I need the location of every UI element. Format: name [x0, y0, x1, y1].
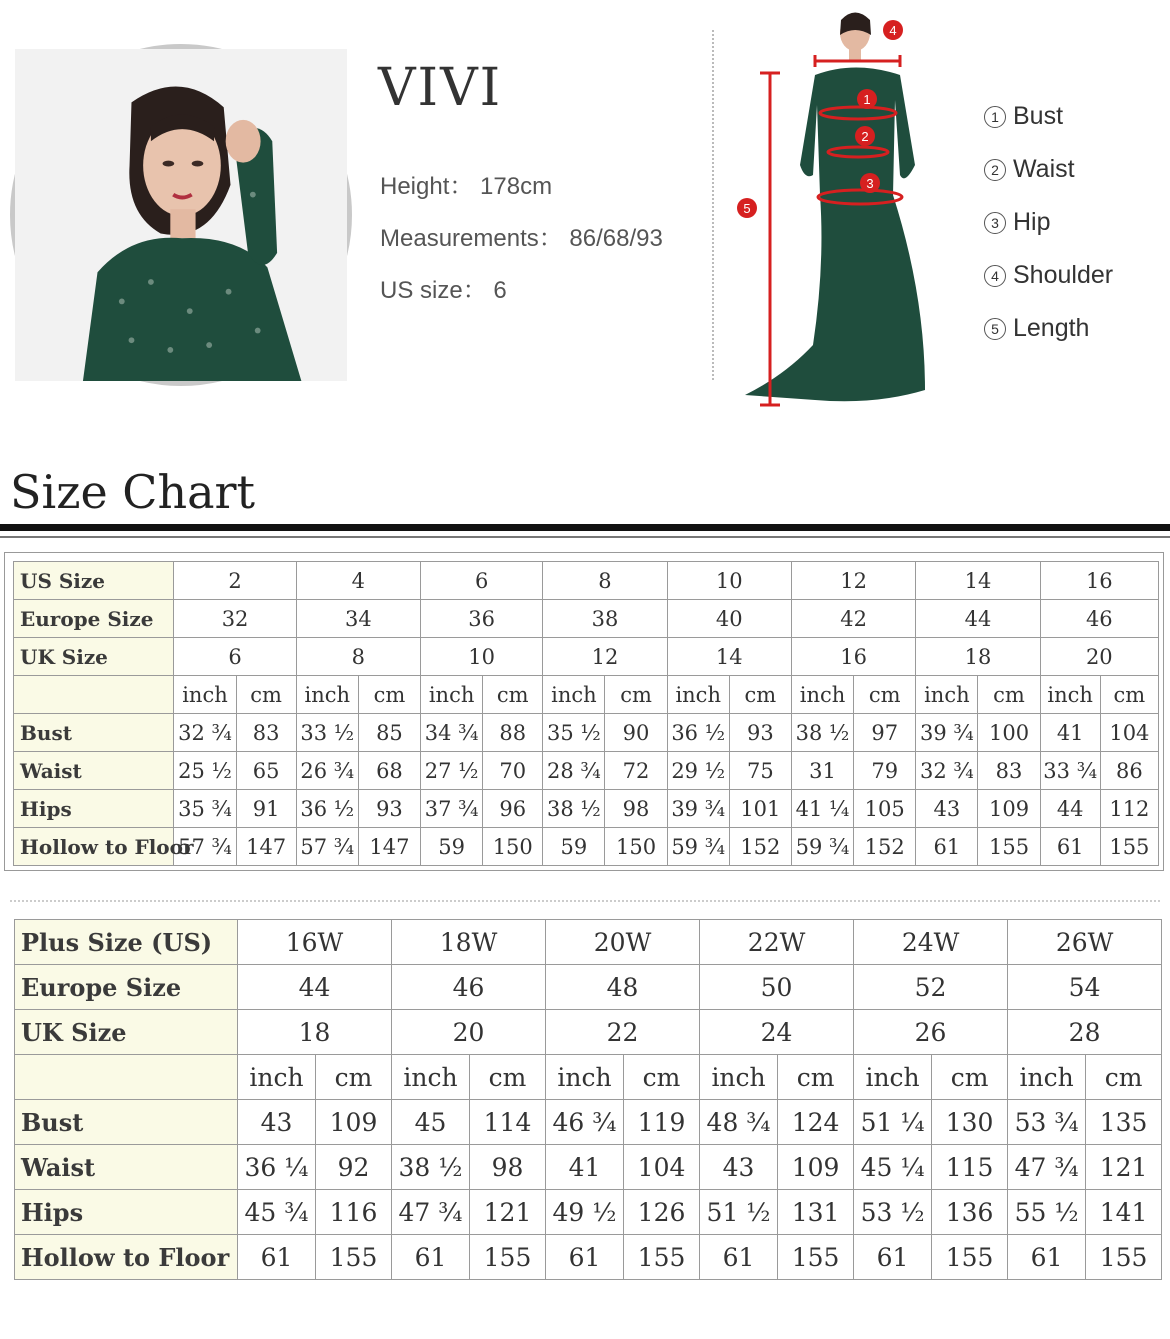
legend-label: Waist — [1013, 155, 1075, 183]
row-label: Bust — [14, 714, 174, 752]
table-row — [15, 1010, 1162, 1055]
legend-item-bust — [984, 90, 1113, 143]
measure-cell: 61 — [392, 1235, 470, 1280]
row-label: Europe Size — [14, 600, 174, 638]
measure-cell: 45 ¼ — [854, 1145, 932, 1190]
measure-cell: 36 ¼ — [238, 1145, 316, 1190]
measure-cell: 155 — [978, 828, 1040, 866]
standard-size-table — [13, 561, 1159, 866]
measure-cell: 92 — [316, 1145, 392, 1190]
size-cell: 24W — [854, 920, 1008, 965]
unit-cell: inch — [1008, 1055, 1086, 1100]
measure-cell: 28 ¾ — [543, 752, 605, 790]
measure-cell: 79 — [854, 752, 916, 790]
measure-cell: 155 — [932, 1235, 1008, 1280]
measure-cell: 147 — [236, 828, 296, 866]
measure-cell: 51 ¼ — [854, 1100, 932, 1145]
unit-row — [15, 1055, 1162, 1100]
measure-cell: 36 ½ — [667, 714, 729, 752]
measure-cell: 130 — [932, 1100, 1008, 1145]
table-row — [15, 920, 1162, 965]
row-label: Bust — [15, 1100, 238, 1145]
unit-cell: cm — [470, 1055, 546, 1100]
title-rule-thin — [0, 536, 1170, 538]
measure-cell: 32 ¾ — [174, 714, 236, 752]
measure-cell: 33 ½ — [296, 714, 358, 752]
size-cell: 20W — [546, 920, 700, 965]
measure-cell: 98 — [605, 790, 667, 828]
size-cell: 26 — [854, 1010, 1008, 1055]
size-cell: 40 — [667, 600, 791, 638]
measure-cell: 59 — [543, 828, 605, 866]
unit-cell: cm — [854, 676, 916, 714]
plus-size-table — [14, 919, 1162, 1280]
size-cell: 42 — [791, 600, 915, 638]
measure-cell: 155 — [470, 1235, 546, 1280]
size-cell: 12 — [543, 638, 667, 676]
unit-cell: cm — [316, 1055, 392, 1100]
size-cell: 16W — [238, 920, 392, 965]
size-cell: 14 — [916, 562, 1040, 600]
size-cell: 52 — [854, 965, 1008, 1010]
measure-cell: 38 ½ — [543, 790, 605, 828]
measure-cell: 98 — [470, 1145, 546, 1190]
measure-cell: 61 — [916, 828, 978, 866]
size-cell: 20 — [392, 1010, 546, 1055]
measurement-legend — [984, 90, 1113, 355]
measure-cell: 109 — [778, 1145, 854, 1190]
measurement-figure — [725, 5, 955, 415]
legend-label: Shoulder — [1013, 261, 1114, 289]
unit-row — [14, 676, 1159, 714]
row-label — [14, 676, 174, 714]
row-label: Hollow to Floor — [14, 828, 174, 866]
measure-cell: 86 — [1100, 752, 1158, 790]
unit-cell: cm — [483, 676, 543, 714]
legend-item-shoulder — [984, 249, 1113, 302]
unit-cell: cm — [358, 676, 420, 714]
size-cell: 46 — [1040, 600, 1158, 638]
legend-number: 3 — [984, 212, 1006, 234]
measure-cell: 59 — [421, 828, 483, 866]
unit-cell: inch — [1040, 676, 1100, 714]
legend-label: Bust — [1013, 102, 1064, 130]
size-cell: 8 — [296, 638, 420, 676]
unit-cell: inch — [174, 676, 236, 714]
unit-cell: cm — [236, 676, 296, 714]
unit-cell: inch — [700, 1055, 778, 1100]
size-cell: 12 — [791, 562, 915, 600]
measure-cell: 38 ½ — [392, 1145, 470, 1190]
row-label — [15, 1055, 238, 1100]
unit-cell: cm — [729, 676, 791, 714]
legend-number: 4 — [984, 265, 1006, 287]
table-row — [14, 752, 1159, 790]
size-cell: 18W — [392, 920, 546, 965]
measure-cell: 27 ½ — [421, 752, 483, 790]
size-cell: 14 — [667, 638, 791, 676]
measure-cell: 96 — [483, 790, 543, 828]
size-chart-title: Size Chart — [10, 465, 256, 519]
measure-cell: 135 — [1086, 1100, 1162, 1145]
measure-cell: 119 — [624, 1100, 700, 1145]
size-cell: 44 — [238, 965, 392, 1010]
measure-cell: 61 — [1008, 1235, 1086, 1280]
measure-cell: 150 — [605, 828, 667, 866]
svg-text:2: 2 — [861, 129, 869, 144]
row-label: US Size — [14, 562, 174, 600]
unit-cell: cm — [778, 1055, 854, 1100]
size-cell: 22 — [546, 1010, 700, 1055]
measure-cell: 112 — [1100, 790, 1158, 828]
dotted-separator — [10, 900, 1160, 902]
measure-cell: 114 — [470, 1100, 546, 1145]
unit-cell: cm — [1086, 1055, 1162, 1100]
measure-cell: 43 — [700, 1145, 778, 1190]
measure-cell: 48 ¾ — [700, 1100, 778, 1145]
model-portrait — [10, 44, 352, 386]
measure-cell: 53 ¾ — [1008, 1100, 1086, 1145]
measure-cell: 45 — [392, 1100, 470, 1145]
measure-cell: 43 — [916, 790, 978, 828]
size-cell: 16 — [791, 638, 915, 676]
measure-cell: 93 — [358, 790, 420, 828]
measure-cell: 59 ¾ — [791, 828, 853, 866]
unit-cell: inch — [546, 1055, 624, 1100]
table-row — [15, 965, 1162, 1010]
model-height: Height： 178cm — [380, 173, 553, 200]
measure-cell: 88 — [483, 714, 543, 752]
measure-cell: 32 ¾ — [916, 752, 978, 790]
unit-cell: cm — [624, 1055, 700, 1100]
measure-cell: 75 — [729, 752, 791, 790]
measure-cell: 93 — [729, 714, 791, 752]
measure-cell: 115 — [932, 1145, 1008, 1190]
measure-cell: 37 ¾ — [421, 790, 483, 828]
size-cell: 44 — [916, 600, 1040, 638]
measure-cell: 155 — [624, 1235, 700, 1280]
row-label: Waist — [14, 752, 174, 790]
measure-cell: 59 ¾ — [667, 828, 729, 866]
measure-cell: 41 ¼ — [791, 790, 853, 828]
size-cell: 48 — [546, 965, 700, 1010]
measure-cell: 97 — [854, 714, 916, 752]
svg-text:4: 4 — [889, 23, 897, 38]
size-cell: 16 — [1040, 562, 1158, 600]
measure-cell: 43 — [238, 1100, 316, 1145]
measure-cell: 121 — [1086, 1145, 1162, 1190]
unit-cell: inch — [543, 676, 605, 714]
model-portrait-illustration — [15, 49, 347, 381]
legend-label: Length — [1013, 314, 1090, 342]
divider — [712, 30, 714, 380]
size-cell: 4 — [296, 562, 420, 600]
measure-cell: 47 ¾ — [1008, 1145, 1086, 1190]
size-cell: 38 — [543, 600, 667, 638]
unit-cell: inch — [791, 676, 853, 714]
measure-cell: 85 — [358, 714, 420, 752]
measure-cell: 109 — [316, 1100, 392, 1145]
measure-cell: 41 — [1040, 714, 1100, 752]
table-row — [15, 1145, 1162, 1190]
measure-cell: 155 — [1100, 828, 1158, 866]
measure-cell: 46 ¾ — [546, 1100, 624, 1145]
row-label: Hollow to Floor — [15, 1235, 238, 1280]
size-cell: 6 — [421, 562, 543, 600]
legend-item-waist — [984, 143, 1113, 196]
size-cell: 34 — [296, 600, 420, 638]
unit-cell: inch — [854, 1055, 932, 1100]
model-us-size: US size： 6 — [380, 277, 507, 304]
row-label: Hips — [15, 1190, 238, 1235]
unit-cell: inch — [916, 676, 978, 714]
row-label: UK Size — [15, 1010, 238, 1055]
measure-cell: 141 — [1086, 1190, 1162, 1235]
size-cell: 24 — [700, 1010, 854, 1055]
measure-cell: 124 — [778, 1100, 854, 1145]
measure-cell: 91 — [236, 790, 296, 828]
size-cell: 8 — [543, 562, 667, 600]
svg-text:3: 3 — [866, 176, 874, 191]
size-cell: 6 — [174, 638, 296, 676]
measure-cell: 26 ¾ — [296, 752, 358, 790]
measure-cell: 38 ½ — [791, 714, 853, 752]
measure-cell: 44 — [1040, 790, 1100, 828]
table-row — [14, 638, 1159, 676]
measure-cell: 61 — [700, 1235, 778, 1280]
legend-item-hip — [984, 196, 1113, 249]
unit-cell: inch — [238, 1055, 316, 1100]
measure-cell: 39 ¾ — [916, 714, 978, 752]
legend-number: 2 — [984, 159, 1006, 181]
row-label: Hips — [14, 790, 174, 828]
measure-cell: 57 ¾ — [174, 828, 236, 866]
measure-cell: 109 — [978, 790, 1040, 828]
measure-cell: 35 ¾ — [174, 790, 236, 828]
measure-cell: 25 ½ — [174, 752, 236, 790]
measure-cell: 101 — [729, 790, 791, 828]
svg-text:5: 5 — [743, 201, 751, 216]
model-measurements: Measurements： 86/68/93 — [380, 225, 663, 252]
size-cell: 54 — [1008, 965, 1162, 1010]
measure-cell: 83 — [236, 714, 296, 752]
legend-number: 1 — [984, 106, 1006, 128]
measure-cell: 90 — [605, 714, 667, 752]
table-row — [14, 790, 1159, 828]
measure-cell: 47 ¾ — [392, 1190, 470, 1235]
measure-cell: 29 ½ — [667, 752, 729, 790]
measure-cell: 65 — [236, 752, 296, 790]
row-label: UK Size — [14, 638, 174, 676]
measure-cell: 57 ¾ — [296, 828, 358, 866]
size-cell: 2 — [174, 562, 296, 600]
size-cell: 50 — [700, 965, 854, 1010]
measure-cell: 155 — [316, 1235, 392, 1280]
size-cell: 18 — [916, 638, 1040, 676]
measure-cell: 116 — [316, 1190, 392, 1235]
measure-cell: 150 — [483, 828, 543, 866]
measure-cell: 70 — [483, 752, 543, 790]
measure-cell: 83 — [978, 752, 1040, 790]
table-row — [15, 1190, 1162, 1235]
title-rule — [0, 524, 1170, 531]
unit-cell: cm — [978, 676, 1040, 714]
size-cell: 46 — [392, 965, 546, 1010]
measure-cell: 61 — [854, 1235, 932, 1280]
measure-cell: 39 ¾ — [667, 790, 729, 828]
measure-cell: 147 — [358, 828, 420, 866]
measure-cell: 126 — [624, 1190, 700, 1235]
unit-cell: inch — [421, 676, 483, 714]
size-cell: 10 — [667, 562, 791, 600]
size-cell: 36 — [421, 600, 543, 638]
size-cell: 18 — [238, 1010, 392, 1055]
measure-cell: 61 — [1040, 828, 1100, 866]
legend-label: Hip — [1013, 208, 1051, 236]
measure-cell: 34 ¾ — [421, 714, 483, 752]
legend-number: 5 — [984, 318, 1006, 340]
measure-cell: 31 — [791, 752, 853, 790]
measure-cell: 41 — [546, 1145, 624, 1190]
size-cell: 28 — [1008, 1010, 1162, 1055]
measure-cell: 155 — [1086, 1235, 1162, 1280]
measure-cell: 100 — [978, 714, 1040, 752]
size-cell: 26W — [1008, 920, 1162, 965]
table-row — [14, 714, 1159, 752]
table-row — [14, 828, 1159, 866]
measure-cell: 61 — [238, 1235, 316, 1280]
measure-cell: 155 — [778, 1235, 854, 1280]
measure-cell: 131 — [778, 1190, 854, 1235]
row-label: Europe Size — [15, 965, 238, 1010]
measure-cell: 152 — [729, 828, 791, 866]
measure-cell: 104 — [1100, 714, 1158, 752]
measure-cell: 72 — [605, 752, 667, 790]
measure-cell: 68 — [358, 752, 420, 790]
measure-cell: 36 ½ — [296, 790, 358, 828]
size-cell: 32 — [174, 600, 296, 638]
unit-cell: inch — [667, 676, 729, 714]
measure-cell: 136 — [932, 1190, 1008, 1235]
unit-cell: cm — [932, 1055, 1008, 1100]
measure-cell: 152 — [854, 828, 916, 866]
measure-cell: 121 — [470, 1190, 546, 1235]
unit-cell: inch — [392, 1055, 470, 1100]
measure-cell: 55 ½ — [1008, 1190, 1086, 1235]
measure-cell: 45 ¾ — [238, 1190, 316, 1235]
size-cell: 10 — [421, 638, 543, 676]
table-row — [14, 562, 1159, 600]
table-row — [14, 600, 1159, 638]
size-cell: 22W — [700, 920, 854, 965]
measure-cell: 105 — [854, 790, 916, 828]
svg-text:1: 1 — [863, 92, 871, 107]
table-row — [15, 1100, 1162, 1145]
unit-cell: inch — [296, 676, 358, 714]
measure-cell: 49 ½ — [546, 1190, 624, 1235]
row-label: Plus Size (US) — [15, 920, 238, 965]
legend-item-length — [984, 302, 1113, 355]
measure-cell: 51 ½ — [700, 1190, 778, 1235]
row-label: Waist — [15, 1145, 238, 1190]
model-name: VIVI — [378, 58, 503, 118]
measure-cell: 53 ½ — [854, 1190, 932, 1235]
measure-cell: 104 — [624, 1145, 700, 1190]
unit-cell: cm — [1100, 676, 1158, 714]
unit-cell: cm — [605, 676, 667, 714]
size-cell: 20 — [1040, 638, 1158, 676]
table-row — [15, 1235, 1162, 1280]
measure-cell: 61 — [546, 1235, 624, 1280]
measure-cell: 35 ½ — [543, 714, 605, 752]
measure-cell: 33 ¾ — [1040, 752, 1100, 790]
